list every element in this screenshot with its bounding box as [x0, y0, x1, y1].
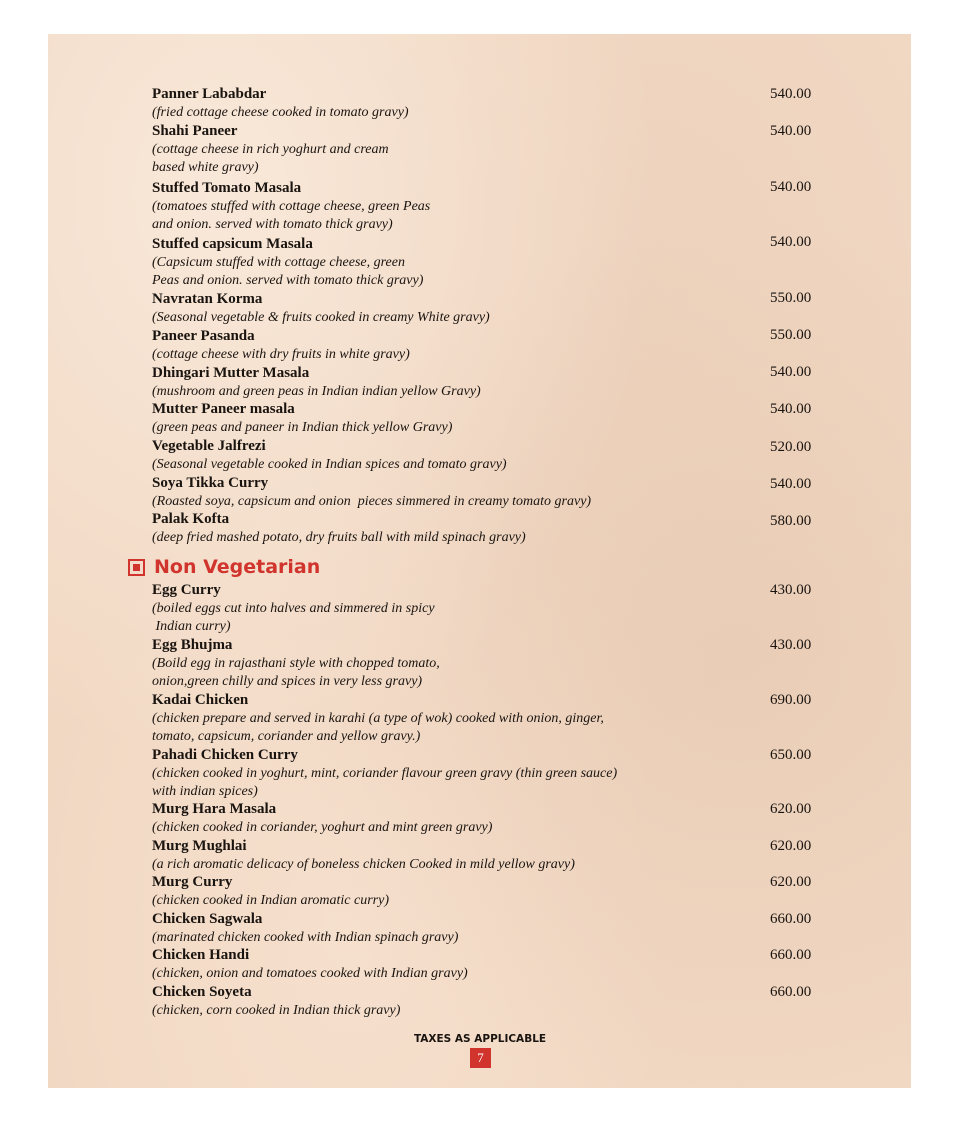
non-veg-symbol-icon	[128, 559, 145, 576]
menu-item	[152, 290, 832, 327]
menu-item	[152, 400, 832, 437]
dish-name: Paneer Pasanda	[152, 328, 255, 344]
dish-description: (chicken, onion and tomatoes cooked with Indian gravy)	[152, 966, 468, 981]
dish-price: 540.00	[770, 476, 812, 492]
menu-item	[152, 437, 832, 474]
dish-price: 580.00	[770, 513, 812, 529]
dish-name: Stuffed capsicum Masala	[152, 236, 313, 252]
dish-description: (Capsicum stuffed with cottage cheese, green Peas and onion. served with tomato thick gravy)	[152, 255, 424, 288]
dish-price: 620.00	[770, 801, 812, 817]
dish-description: (chicken cooked in coriander, yoghurt and mint green gravy)	[152, 820, 493, 835]
dish-price: 540.00	[770, 234, 812, 250]
menu-item	[152, 364, 832, 401]
dish-price: 660.00	[770, 911, 812, 927]
menu-item	[152, 179, 832, 234]
dish-price: 690.00	[770, 692, 812, 708]
dish-description: (Boild egg in rajasthani style with chopped tomato, onion,green chilly and spices in very less gravy)	[152, 656, 440, 689]
dish-description: (chicken cooked in yoghurt, mint, coriander flavour green gravy (thin green sauce) with indian spices)	[152, 766, 618, 799]
page-number: 7	[470, 1048, 491, 1068]
dish-description: (green peas and paneer in Indian thick yellow Gravy)	[152, 420, 453, 435]
dish-description: (a rich aromatic delicacy of boneless chicken Cooked in mild yellow gravy)	[152, 857, 575, 872]
dish-price: 540.00	[770, 179, 812, 195]
dish-price: 540.00	[770, 364, 812, 380]
dish-name: Chicken Sagwala	[152, 911, 263, 927]
dish-price: 540.00	[770, 401, 812, 417]
dish-name: Chicken Handi	[152, 947, 250, 963]
menu-item	[152, 474, 832, 511]
dish-name: Palak Kofta	[152, 511, 230, 527]
dish-price: 550.00	[770, 290, 812, 306]
dish-price: 650.00	[770, 747, 812, 763]
dish-price: 620.00	[770, 874, 812, 890]
dish-description: (chicken cooked in Indian aromatic curry)	[152, 893, 390, 908]
dish-name: Shahi Paneer	[152, 123, 238, 139]
dish-description: (tomatoes stuffed with cottage cheese, green Peas and onion. served with tomato thick gravy)	[152, 199, 431, 232]
menu-item	[152, 85, 832, 122]
non-vegetarian-section-header	[128, 554, 320, 580]
dish-description: (cottage cheese in rich yoghurt and cream based white gravy)	[152, 142, 389, 175]
dish-price: 550.00	[770, 327, 812, 343]
menu-item	[152, 873, 832, 910]
dish-price: 520.00	[770, 439, 812, 455]
menu-item	[152, 910, 832, 947]
dish-name: Dhingari Mutter Masala	[152, 365, 310, 381]
dish-description: (chicken, corn cooked in Indian thick gravy)	[152, 1003, 401, 1018]
section-title: Non Vegetarian	[154, 556, 321, 578]
menu-item	[152, 636, 832, 691]
menu-item	[152, 800, 832, 837]
dish-description: (chicken prepare and served in karahi (a type of wok) cooked with onion, ginger, tomato, capsicum, coriander and yellow gravy.)	[152, 711, 604, 744]
dish-price: 660.00	[770, 947, 812, 963]
dish-name: Vegetable Jalfrezi	[152, 438, 266, 454]
taxes-note: TAXES AS APPLICABLE	[413, 1033, 547, 1045]
dish-description: (deep fried mashed potato, dry fruits ball with mild spinach gravy)	[152, 530, 526, 545]
menu-item	[152, 691, 832, 746]
dish-description: (Seasonal vegetable & fruits cooked in creamy White gravy)	[152, 310, 490, 325]
dish-description: (boiled eggs cut into halves and simmered in spicy Indian curry)	[152, 601, 435, 634]
menu-item	[152, 327, 832, 364]
dish-price: 660.00	[770, 984, 812, 1000]
menu-item	[152, 946, 832, 983]
dish-name: Stuffed Tomato Masala	[152, 180, 302, 196]
menu-item	[152, 746, 832, 801]
dish-name: Murg Hara Masala	[152, 801, 277, 817]
menu-item	[152, 983, 832, 1020]
dish-price: 540.00	[770, 123, 812, 139]
dish-name: Chicken Soyeta	[152, 984, 252, 1000]
dish-name: Egg Curry	[152, 582, 221, 598]
dish-name: Mutter Paneer masala	[152, 401, 295, 417]
dish-price: 430.00	[770, 582, 812, 598]
dish-name: Murg Mughlai	[152, 838, 247, 854]
dish-name: Soya Tikka Curry	[152, 475, 269, 491]
dish-description: (mushroom and green peas in Indian indian yellow Gravy)	[152, 384, 481, 399]
dish-price: 540.00	[770, 86, 812, 102]
dish-name: Panner Lababdar	[152, 86, 267, 102]
menu-item	[152, 122, 832, 177]
dish-description: (Seasonal vegetable cooked in Indian spices and tomato gravy)	[152, 457, 507, 472]
dish-name: Murg Curry	[152, 874, 233, 890]
dish-name: Egg Bhujma	[152, 637, 233, 653]
dish-price: 430.00	[770, 637, 812, 653]
dish-name: Kadai Chicken	[152, 692, 249, 708]
menu-item	[152, 235, 832, 290]
dish-name: Pahadi Chicken Curry	[152, 747, 298, 763]
dish-description: (Roasted soya, capsicum and onion pieces simmered in creamy tomato gravy)	[152, 494, 592, 509]
dish-description: (cottage cheese with dry fruits in white gravy)	[152, 347, 410, 362]
menu-item	[152, 581, 832, 636]
dish-description: (fried cottage cheese cooked in tomato gravy)	[152, 105, 409, 120]
dish-description: (marinated chicken cooked with Indian spinach gravy)	[152, 930, 459, 945]
dish-name: Navratan Korma	[152, 291, 263, 307]
menu-item	[152, 510, 832, 547]
menu-item	[152, 837, 832, 874]
dish-price: 620.00	[770, 838, 812, 854]
